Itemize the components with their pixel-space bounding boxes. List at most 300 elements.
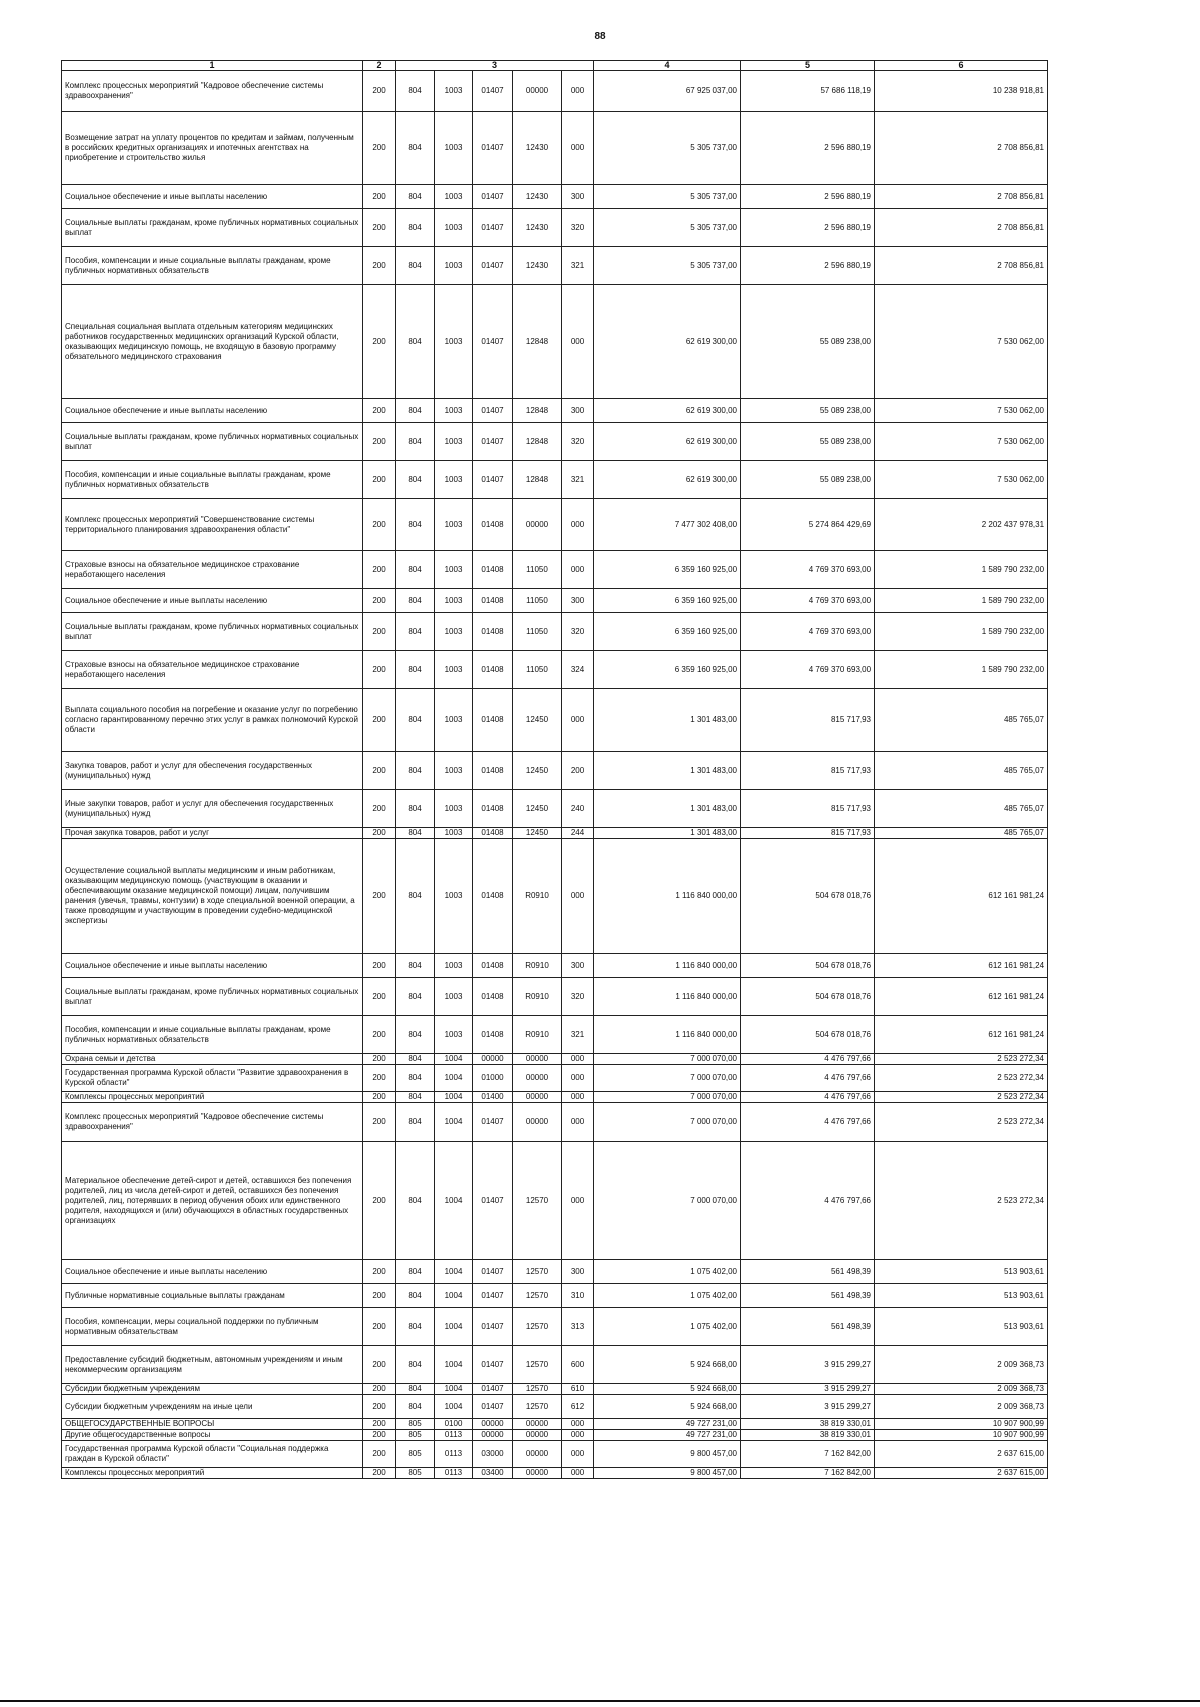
row-program: 01408 [473, 790, 513, 828]
row-amount-plan: 5 305 737,00 [594, 209, 741, 247]
row-grbs: 200 [363, 1441, 396, 1468]
row-direction: 12450 [513, 828, 562, 839]
row-amount-plan: 1 116 840 000,00 [594, 978, 741, 1016]
row-amount-actual: 4 769 370 693,00 [741, 651, 875, 689]
row-pr: 1003 [435, 790, 473, 828]
row-pr: 1003 [435, 71, 473, 112]
row-amount-plan: 7 000 070,00 [594, 1092, 741, 1103]
row-grbs: 200 [363, 209, 396, 247]
row-vr: 000 [562, 1441, 594, 1468]
row-amount-remainder: 612 161 981,24 [875, 978, 1048, 1016]
table-row [62, 1092, 1048, 1103]
row-vr: 000 [562, 551, 594, 589]
row-program: 00000 [473, 1419, 513, 1430]
row-pr: 1003 [435, 828, 473, 839]
row-name: Пособия, компенсации и иные социальные выплаты гражданам, кроме публичных нормативных обязательств [62, 1016, 363, 1054]
row-program: 01408 [473, 689, 513, 752]
table-row [62, 1142, 1048, 1260]
row-amount-actual: 4 769 370 693,00 [741, 589, 875, 613]
row-pr: 1003 [435, 978, 473, 1016]
row-amount-actual: 4 476 797,66 [741, 1103, 875, 1142]
row-amount-plan: 49 727 231,00 [594, 1419, 741, 1430]
row-amount-remainder: 2 637 615,00 [875, 1441, 1048, 1468]
row-amount-remainder: 513 903,61 [875, 1308, 1048, 1346]
header-row [62, 61, 1048, 71]
row-vr: 300 [562, 185, 594, 209]
row-vr: 321 [562, 1016, 594, 1054]
row-grbs: 200 [363, 247, 396, 285]
row-name: Комплексы процессных мероприятий [62, 1092, 363, 1103]
row-amount-actual: 57 686 118,19 [741, 71, 875, 112]
row-amount-actual: 2 596 880,19 [741, 209, 875, 247]
row-rz: 805 [396, 1430, 435, 1441]
row-amount-remainder: 1 589 790 232,00 [875, 651, 1048, 689]
row-rz: 804 [396, 1065, 435, 1092]
table-row [62, 1430, 1048, 1441]
row-amount-remainder: 2 523 272,34 [875, 1065, 1048, 1092]
table-row [62, 209, 1048, 247]
row-amount-plan: 5 305 737,00 [594, 112, 741, 185]
table-row [62, 1441, 1048, 1468]
row-amount-plan: 1 116 840 000,00 [594, 1016, 741, 1054]
row-direction: 11050 [513, 551, 562, 589]
row-rz: 804 [396, 978, 435, 1016]
row-amount-actual: 561 498,39 [741, 1284, 875, 1308]
row-program: 00000 [473, 1054, 513, 1065]
row-amount-plan: 62 619 300,00 [594, 423, 741, 461]
row-program: 01407 [473, 423, 513, 461]
row-vr: 300 [562, 399, 594, 423]
row-program: 01407 [473, 1142, 513, 1260]
row-amount-actual: 5 274 864 429,69 [741, 499, 875, 551]
row-direction: 12848 [513, 423, 562, 461]
row-pr: 1003 [435, 423, 473, 461]
table-row [62, 839, 1048, 954]
row-name: Социальное обеспечение и иные выплаты населению [62, 1260, 363, 1284]
row-rz: 804 [396, 1346, 435, 1384]
row-amount-remainder: 485 765,07 [875, 828, 1048, 839]
row-rz: 804 [396, 1142, 435, 1260]
row-vr: 310 [562, 1284, 594, 1308]
row-direction: 12570 [513, 1142, 562, 1260]
row-rz: 804 [396, 461, 435, 499]
row-grbs: 200 [363, 1260, 396, 1284]
row-grbs: 200 [363, 689, 396, 752]
row-amount-plan: 5 924 668,00 [594, 1395, 741, 1419]
row-vr: 320 [562, 423, 594, 461]
row-pr: 1004 [435, 1054, 473, 1065]
row-rz: 804 [396, 1103, 435, 1142]
row-pr: 1003 [435, 399, 473, 423]
row-name: Возмещение затрат на уплату процентов по кредитам и займам, полученным в российских кредитных организациях и ипотечных агентствах на приобретение и строительство жилья [62, 112, 363, 185]
row-rz: 805 [396, 1419, 435, 1430]
row-rz: 805 [396, 1468, 435, 1479]
row-name: Материальное обеспечение детей-сирот и детей, оставшихся без попечения родителей, лиц из числа детей-сирот и детей, оставшихся без попечения родителей, лиц, потерявших в период обучения обоих или единственного родителя, находящихся и (или) обучающихся в областных государственных организациях [62, 1142, 363, 1260]
row-program: 01407 [473, 247, 513, 285]
row-amount-remainder: 513 903,61 [875, 1284, 1048, 1308]
row-rz: 804 [396, 651, 435, 689]
row-direction: 00000 [513, 1103, 562, 1142]
header-col-1: 1 [62, 61, 363, 71]
row-amount-remainder: 1 589 790 232,00 [875, 589, 1048, 613]
row-pr: 1004 [435, 1384, 473, 1395]
row-rz: 804 [396, 551, 435, 589]
row-pr: 1003 [435, 651, 473, 689]
row-vr: 000 [562, 1092, 594, 1103]
row-program: 01407 [473, 1103, 513, 1142]
table-row [62, 1384, 1048, 1395]
row-program: 01407 [473, 461, 513, 499]
row-name: Комплексы процессных мероприятий [62, 1468, 363, 1479]
row-program: 01408 [473, 1016, 513, 1054]
header-col-2: 2 [363, 61, 396, 71]
row-amount-actual: 38 819 330,01 [741, 1430, 875, 1441]
row-amount-plan: 67 925 037,00 [594, 71, 741, 112]
row-amount-actual: 504 678 018,76 [741, 1016, 875, 1054]
row-amount-plan: 7 000 070,00 [594, 1065, 741, 1092]
row-rz: 804 [396, 1054, 435, 1065]
header-col-6: 6 [875, 61, 1048, 71]
row-amount-plan: 6 359 160 925,00 [594, 651, 741, 689]
row-rz: 804 [396, 399, 435, 423]
row-rz: 804 [396, 689, 435, 752]
table-row [62, 285, 1048, 399]
page-number: 88 [594, 31, 606, 42]
table-row [62, 185, 1048, 209]
row-program: 01407 [473, 285, 513, 399]
row-amount-remainder: 2 708 856,81 [875, 209, 1048, 247]
row-program: 01407 [473, 209, 513, 247]
row-vr: 200 [562, 752, 594, 790]
row-amount-actual: 4 476 797,66 [741, 1054, 875, 1065]
row-pr: 1004 [435, 1092, 473, 1103]
row-name: Комплекс процессных мероприятий "Кадровое обеспечение системы здравоохранения" [62, 71, 363, 112]
row-name: Социальные выплаты гражданам, кроме публичных нормативных социальных выплат [62, 423, 363, 461]
row-program: 01408 [473, 954, 513, 978]
row-amount-plan: 1 075 402,00 [594, 1260, 741, 1284]
row-name: Осуществление социальной выплаты медицинским и иным работникам, оказывающим медицинскую помощь (участвующим в оказании и обеспечивающим оказание медицинской помощи) лицам, получившим ранения (увечья, травмы, контузии) в ходе специальной военной операции, а также проводящим и участвующим в проведении судебно-медицинской экспертизы [62, 839, 363, 954]
row-amount-plan: 9 800 457,00 [594, 1468, 741, 1479]
row-pr: 1003 [435, 551, 473, 589]
row-program: 01407 [473, 1308, 513, 1346]
row-rz: 804 [396, 185, 435, 209]
row-amount-remainder: 2 523 272,34 [875, 1103, 1048, 1142]
row-vr: 000 [562, 1054, 594, 1065]
row-direction: 00000 [513, 1054, 562, 1065]
row-amount-actual: 504 678 018,76 [741, 978, 875, 1016]
table-row [62, 589, 1048, 613]
row-amount-remainder: 10 907 900,99 [875, 1430, 1048, 1441]
budget-table-container [61, 60, 1047, 1479]
row-vr: 320 [562, 978, 594, 1016]
row-amount-plan: 1 075 402,00 [594, 1284, 741, 1308]
row-direction: 12848 [513, 285, 562, 399]
row-direction: 12570 [513, 1395, 562, 1419]
row-rz: 804 [396, 1395, 435, 1419]
row-amount-actual: 2 596 880,19 [741, 247, 875, 285]
row-direction: 12570 [513, 1346, 562, 1384]
row-grbs: 200 [363, 423, 396, 461]
row-rz: 804 [396, 752, 435, 790]
row-name: Выплата социального пособия на погребение и оказание услуг по погребению согласно гарантированному перечню этих услуг в рамках полномочий Курской области [62, 689, 363, 752]
table-row [62, 1103, 1048, 1142]
row-direction: R0910 [513, 954, 562, 978]
row-grbs: 200 [363, 1346, 396, 1384]
row-pr: 1003 [435, 1016, 473, 1054]
row-amount-plan: 7 000 070,00 [594, 1103, 741, 1142]
row-rz: 804 [396, 1284, 435, 1308]
row-name: Предоставление субсидий бюджетным, автономным учреждениям и иным некоммерческим организациям [62, 1346, 363, 1384]
row-vr: 000 [562, 839, 594, 954]
row-pr: 1003 [435, 285, 473, 399]
row-grbs: 200 [363, 589, 396, 613]
row-pr: 0113 [435, 1430, 473, 1441]
table-row [62, 423, 1048, 461]
row-vr: 300 [562, 1260, 594, 1284]
row-rz: 804 [396, 112, 435, 185]
row-direction: 12450 [513, 752, 562, 790]
row-direction: 00000 [513, 1092, 562, 1103]
row-amount-actual: 2 596 880,19 [741, 185, 875, 209]
row-program: 00000 [473, 1430, 513, 1441]
header-col-3: 3 [396, 61, 594, 71]
row-direction: 11050 [513, 613, 562, 651]
row-grbs: 200 [363, 461, 396, 499]
row-program: 03000 [473, 1441, 513, 1468]
row-vr: 300 [562, 589, 594, 613]
table-row [62, 1065, 1048, 1092]
row-amount-plan: 62 619 300,00 [594, 399, 741, 423]
row-vr: 000 [562, 112, 594, 185]
row-amount-actual: 3 915 299,27 [741, 1395, 875, 1419]
row-direction: 12570 [513, 1284, 562, 1308]
row-vr: 244 [562, 828, 594, 839]
row-program: 01000 [473, 1065, 513, 1092]
row-amount-remainder: 2 523 272,34 [875, 1092, 1048, 1103]
row-grbs: 200 [363, 1092, 396, 1103]
row-amount-remainder: 7 530 062,00 [875, 423, 1048, 461]
row-amount-remainder: 485 765,07 [875, 689, 1048, 752]
row-amount-actual: 504 678 018,76 [741, 954, 875, 978]
row-rz: 804 [396, 209, 435, 247]
row-amount-remainder: 2 523 272,34 [875, 1142, 1048, 1260]
row-vr: 000 [562, 1468, 594, 1479]
table-row [62, 1284, 1048, 1308]
row-pr: 1004 [435, 1103, 473, 1142]
table-row [62, 613, 1048, 651]
row-amount-remainder: 1 589 790 232,00 [875, 551, 1048, 589]
row-direction: 00000 [513, 1441, 562, 1468]
table-row [62, 499, 1048, 551]
row-name: ОБЩЕГОСУДАРСТВЕННЫЕ ВОПРОСЫ [62, 1419, 363, 1430]
row-rz: 804 [396, 613, 435, 651]
row-program: 01408 [473, 651, 513, 689]
row-amount-plan: 6 359 160 925,00 [594, 589, 741, 613]
row-grbs: 200 [363, 499, 396, 551]
header-col-5: 5 [741, 61, 875, 71]
row-program: 03400 [473, 1468, 513, 1479]
row-pr: 0100 [435, 1419, 473, 1430]
row-vr: 320 [562, 613, 594, 651]
row-grbs: 200 [363, 954, 396, 978]
row-pr: 1003 [435, 613, 473, 651]
row-rz: 804 [396, 839, 435, 954]
row-name: Страховые взносы на обязательное медицинское страхование неработающего населения [62, 651, 363, 689]
row-program: 01407 [473, 1346, 513, 1384]
row-pr: 1004 [435, 1284, 473, 1308]
row-rz: 804 [396, 1308, 435, 1346]
row-direction: 12430 [513, 209, 562, 247]
row-amount-plan: 6 359 160 925,00 [594, 551, 741, 589]
row-rz: 804 [396, 1016, 435, 1054]
row-rz: 804 [396, 589, 435, 613]
row-rz: 804 [396, 1260, 435, 1284]
row-pr: 1004 [435, 1142, 473, 1260]
row-amount-plan: 62 619 300,00 [594, 461, 741, 499]
row-direction: R0910 [513, 978, 562, 1016]
row-amount-plan: 1 116 840 000,00 [594, 954, 741, 978]
row-program: 01400 [473, 1092, 513, 1103]
row-rz: 804 [396, 423, 435, 461]
table-row [62, 752, 1048, 790]
row-direction: 11050 [513, 589, 562, 613]
row-amount-plan: 7 000 070,00 [594, 1054, 741, 1065]
row-name: Страховые взносы на обязательное медицинское страхование неработающего населения [62, 551, 363, 589]
row-name: Другие общегосударственные вопросы [62, 1430, 363, 1441]
row-rz: 804 [396, 285, 435, 399]
row-grbs: 200 [363, 978, 396, 1016]
row-pr: 0113 [435, 1468, 473, 1479]
row-amount-remainder: 2 009 368,73 [875, 1384, 1048, 1395]
row-amount-actual: 7 162 842,00 [741, 1468, 875, 1479]
row-name: Субсидии бюджетным учреждениям на иные цели [62, 1395, 363, 1419]
row-amount-remainder: 612 161 981,24 [875, 1016, 1048, 1054]
row-program: 01408 [473, 589, 513, 613]
row-pr: 1004 [435, 1308, 473, 1346]
row-amount-remainder: 2 202 437 978,31 [875, 499, 1048, 551]
row-pr: 1003 [435, 247, 473, 285]
row-direction: 12430 [513, 112, 562, 185]
table-row [62, 1468, 1048, 1479]
row-pr: 1003 [435, 589, 473, 613]
row-vr: 000 [562, 499, 594, 551]
row-name: Публичные нормативные социальные выплаты гражданам [62, 1284, 363, 1308]
row-amount-actual: 561 498,39 [741, 1308, 875, 1346]
table-row [62, 1419, 1048, 1430]
table-row [62, 978, 1048, 1016]
row-amount-actual: 504 678 018,76 [741, 839, 875, 954]
row-pr: 1003 [435, 954, 473, 978]
row-amount-plan: 1 301 483,00 [594, 752, 741, 790]
row-vr: 000 [562, 285, 594, 399]
row-amount-actual: 4 476 797,66 [741, 1092, 875, 1103]
row-amount-actual: 815 717,93 [741, 828, 875, 839]
row-name: Комплекс процессных мероприятий "Совершенствование системы территориального планирования здравоохранения области" [62, 499, 363, 551]
row-program: 01408 [473, 551, 513, 589]
row-grbs: 200 [363, 185, 396, 209]
row-grbs: 200 [363, 1103, 396, 1142]
row-vr: 321 [562, 247, 594, 285]
row-grbs: 200 [363, 1395, 396, 1419]
row-name: Пособия, компенсации, меры социальной поддержки по публичным нормативным обязательствам [62, 1308, 363, 1346]
row-amount-remainder: 1 589 790 232,00 [875, 613, 1048, 651]
row-vr: 000 [562, 1103, 594, 1142]
row-amount-actual: 55 089 238,00 [741, 399, 875, 423]
row-direction: 12570 [513, 1308, 562, 1346]
row-name: Государственная программа Курской области "Социальная поддержка граждан в Курской области" [62, 1441, 363, 1468]
row-pr: 1003 [435, 752, 473, 790]
row-amount-plan: 6 359 160 925,00 [594, 613, 741, 651]
row-amount-remainder: 513 903,61 [875, 1260, 1048, 1284]
row-name: Закупка товаров, работ и услуг для обеспечения государственных (муниципальных) нужд [62, 752, 363, 790]
table-row [62, 112, 1048, 185]
row-grbs: 200 [363, 790, 396, 828]
table-row [62, 1016, 1048, 1054]
row-amount-remainder: 612 161 981,24 [875, 839, 1048, 954]
row-amount-actual: 38 819 330,01 [741, 1419, 875, 1430]
row-amount-plan: 62 619 300,00 [594, 285, 741, 399]
row-amount-remainder: 485 765,07 [875, 752, 1048, 790]
row-amount-plan: 1 075 402,00 [594, 1308, 741, 1346]
row-amount-remainder: 7 530 062,00 [875, 399, 1048, 423]
row-pr: 1003 [435, 112, 473, 185]
row-amount-actual: 4 476 797,66 [741, 1142, 875, 1260]
row-grbs: 200 [363, 1430, 396, 1441]
row-amount-remainder: 2 708 856,81 [875, 247, 1048, 285]
row-pr: 1004 [435, 1346, 473, 1384]
row-amount-plan: 1 301 483,00 [594, 828, 741, 839]
row-amount-plan: 1 301 483,00 [594, 790, 741, 828]
row-direction: 11050 [513, 651, 562, 689]
row-vr: 320 [562, 209, 594, 247]
row-grbs: 200 [363, 1016, 396, 1054]
row-rz: 804 [396, 1384, 435, 1395]
row-direction: 12570 [513, 1384, 562, 1395]
table-row [62, 828, 1048, 839]
row-rz: 804 [396, 247, 435, 285]
row-rz: 804 [396, 828, 435, 839]
row-amount-actual: 55 089 238,00 [741, 285, 875, 399]
row-direction: 12848 [513, 461, 562, 499]
row-vr: 300 [562, 954, 594, 978]
row-amount-actual: 4 769 370 693,00 [741, 551, 875, 589]
row-direction: 00000 [513, 71, 562, 112]
row-program: 01407 [473, 185, 513, 209]
row-amount-remainder: 2 637 615,00 [875, 1468, 1048, 1479]
row-name: Социальное обеспечение и иные выплаты населению [62, 954, 363, 978]
table-row [62, 954, 1048, 978]
row-amount-plan: 1 301 483,00 [594, 689, 741, 752]
row-pr: 1003 [435, 499, 473, 551]
table-row [62, 1054, 1048, 1065]
row-name: Социальные выплаты гражданам, кроме публичных нормативных социальных выплат [62, 209, 363, 247]
table-body [62, 71, 1048, 1479]
row-vr: 000 [562, 1065, 594, 1092]
row-rz: 804 [396, 1092, 435, 1103]
row-grbs: 200 [363, 839, 396, 954]
row-program: 01407 [473, 112, 513, 185]
table-row [62, 247, 1048, 285]
row-vr: 324 [562, 651, 594, 689]
table-row [62, 790, 1048, 828]
table-row [62, 1308, 1048, 1346]
row-amount-actual: 55 089 238,00 [741, 423, 875, 461]
row-pr: 1004 [435, 1260, 473, 1284]
row-grbs: 200 [363, 828, 396, 839]
row-direction: 00000 [513, 1065, 562, 1092]
table-row [62, 689, 1048, 752]
row-amount-remainder: 2 009 368,73 [875, 1346, 1048, 1384]
